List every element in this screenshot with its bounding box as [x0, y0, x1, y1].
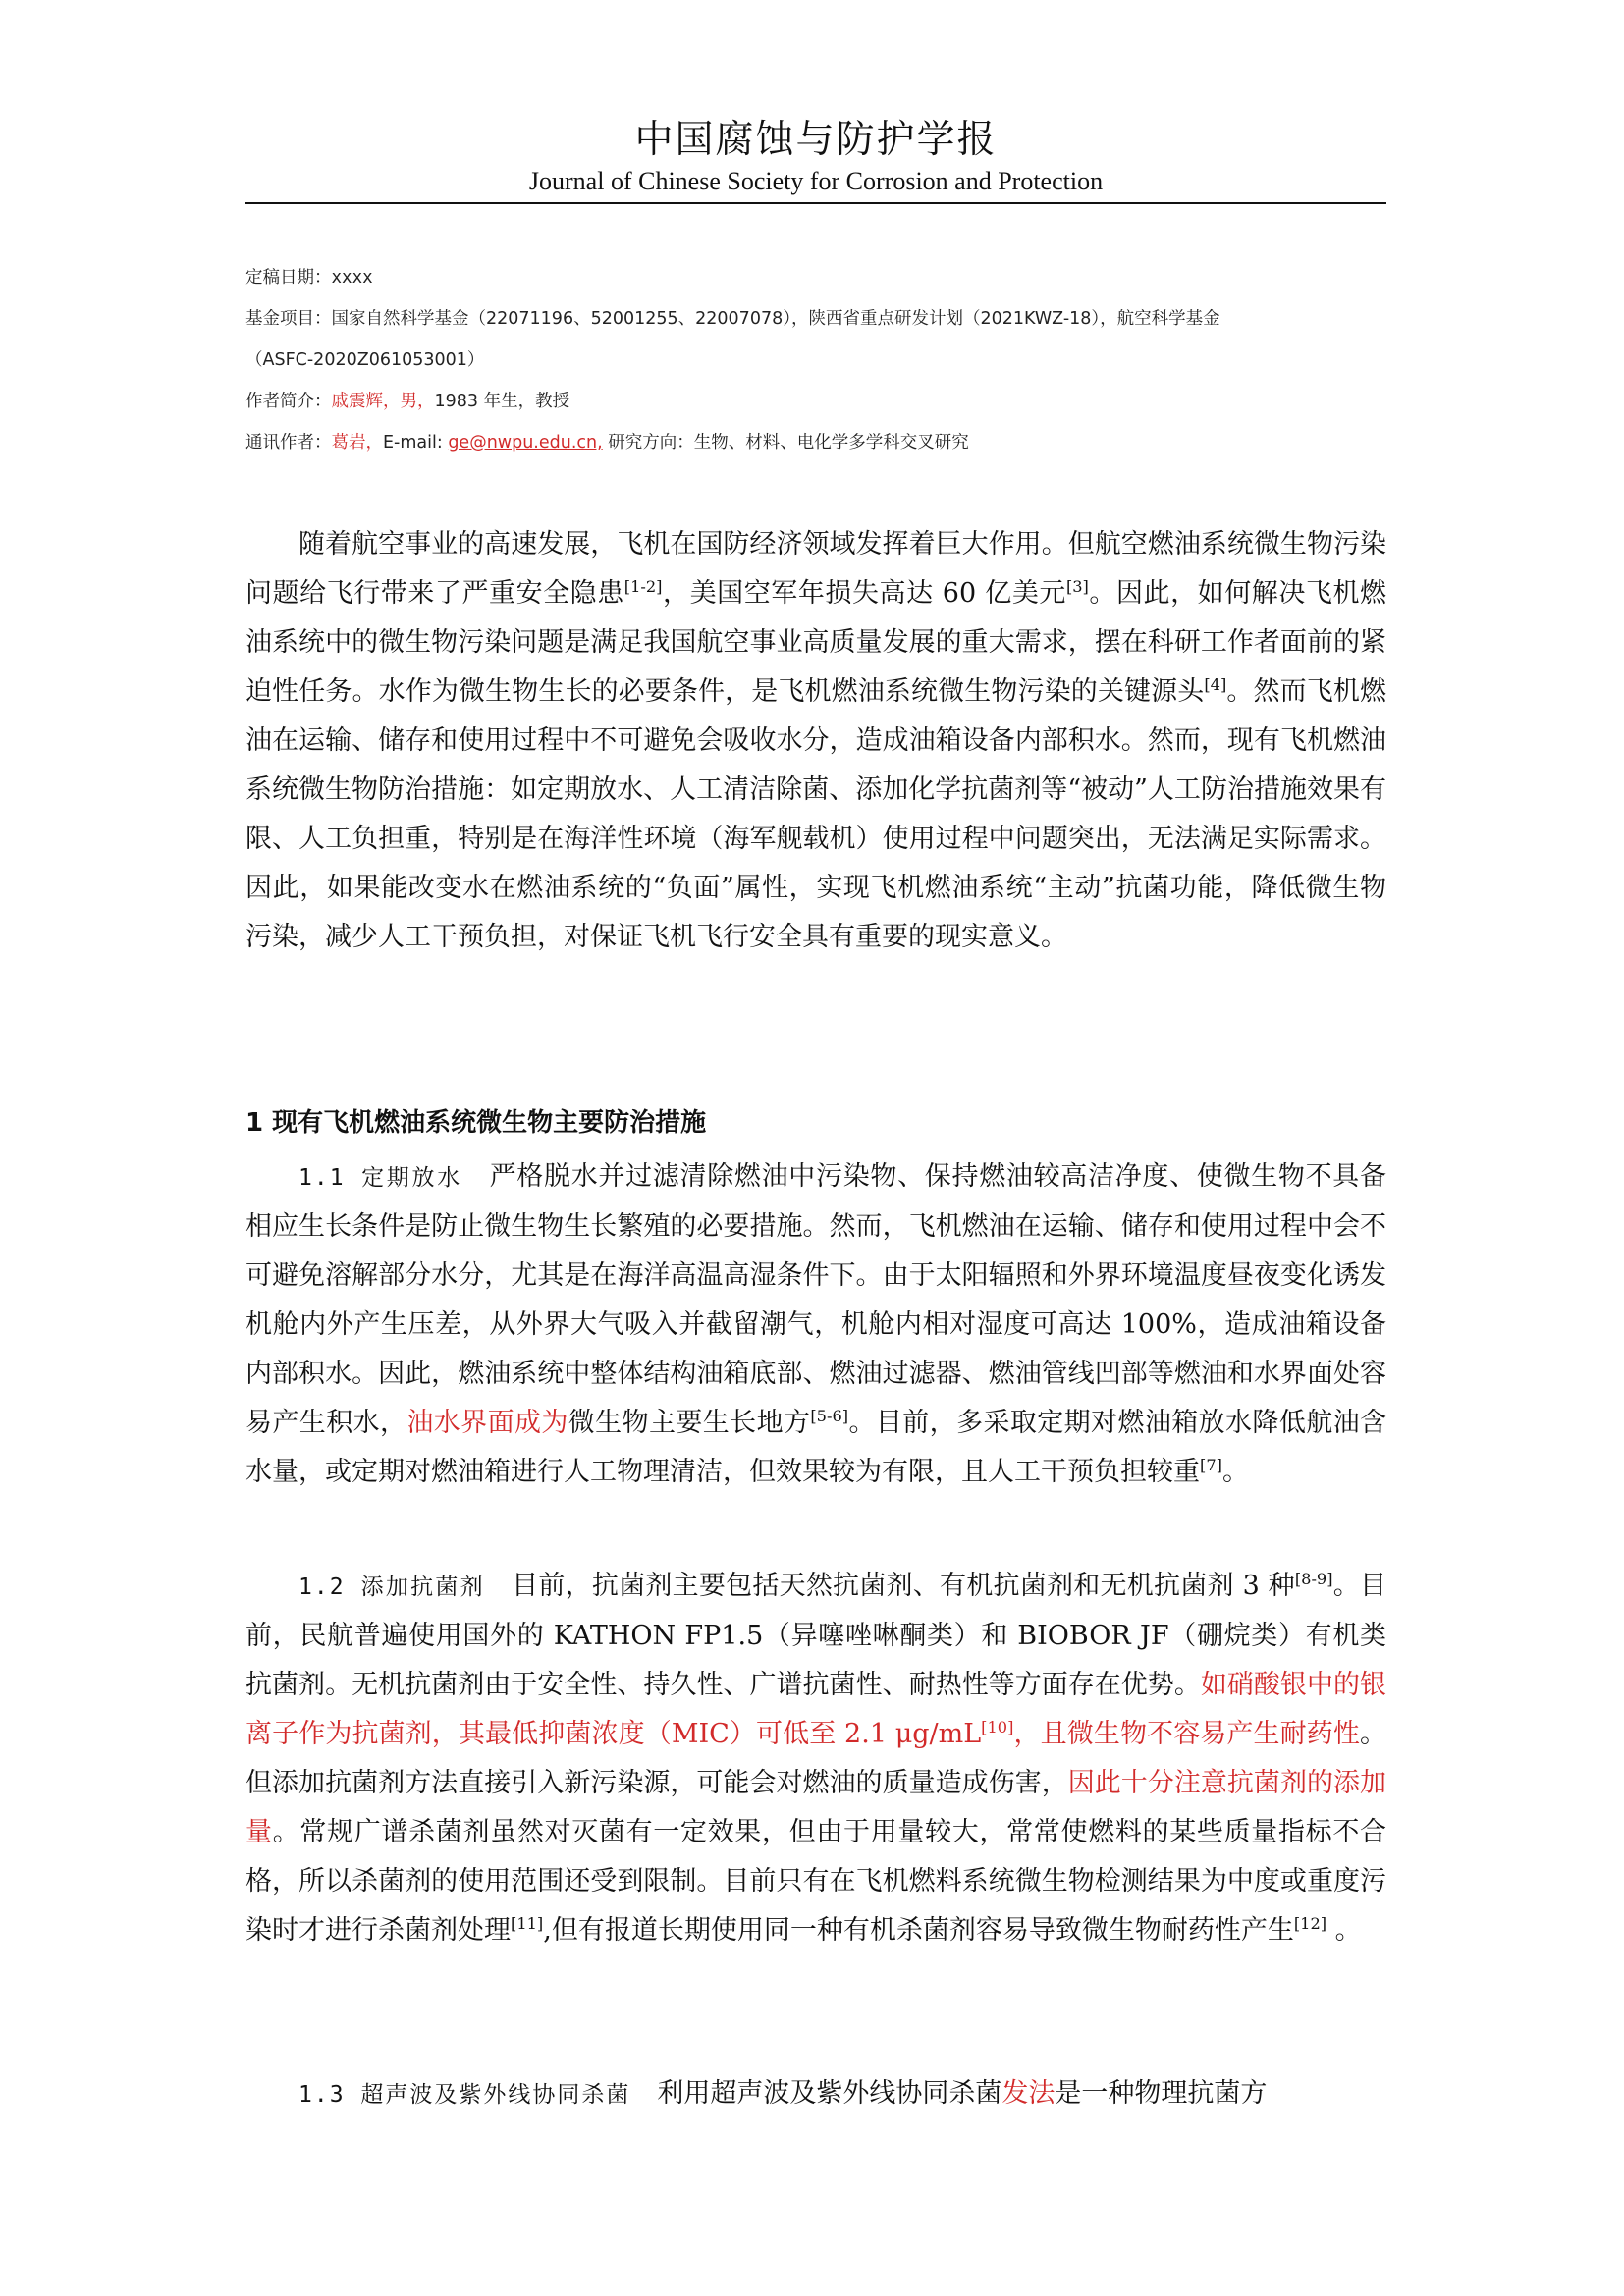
subsection-label: 1.3 超声波及紫外线协同杀菌	[298, 2082, 631, 2108]
header-divider	[245, 202, 1386, 204]
author-label: 作者简介：	[245, 392, 332, 411]
subsection-1-3: 1.3 超声波及紫外线协同杀菌 利用超声波及紫外线协同杀菌发法是一种物理抗菌方	[298, 2078, 1268, 2109]
received-date-label: 定稿日期：	[245, 268, 332, 288]
citation[interactable]: [3]	[1065, 577, 1089, 596]
corresponding-author-line	[245, 422, 1386, 463]
citation[interactable]: [4]	[1204, 675, 1227, 694]
received-date-value: xxxx	[331, 268, 373, 288]
section-heading: 1 现有飞机燃油系统微生物主要防治措施	[245, 1108, 707, 1138]
highlight-text: ，且微生物不容易产生耐药性	[1013, 1719, 1360, 1749]
citation[interactable]: [1-2]	[623, 577, 663, 596]
citation[interactable]: [5-6]	[810, 1407, 849, 1425]
fund-text-continued: （ASFC-2020Z061053001）	[245, 350, 485, 370]
citation[interactable]: [10]	[981, 1718, 1014, 1736]
journal-header	[245, 116, 1386, 198]
fund-text: 国家自然科学基金（22071196、52001255、22007078），陕西省重点研发计划（2021KWZ-18），航空科学基金	[331, 309, 1220, 329]
fund-line-continued	[245, 340, 1386, 381]
journal-title-cn: 中国腐蚀与防护学报	[634, 118, 998, 162]
highlight-text: 发法	[1001, 2078, 1056, 2109]
fund-label: 基金项目：	[245, 309, 332, 329]
journal-title-en: Journal of Chinese Society for Corrosion and Protection	[528, 167, 1104, 195]
corresponding-name: 葛岩，	[331, 433, 383, 453]
subsection-1-1: 1.1 定期放水 严格脱水并过滤清除燃油中污染物、保持燃油较高洁净度、使微生物不具备相应生长条件是防止微生物生长繁殖的必要措施。然而，飞机燃油在运输、储存和使用过程中会不可避免溶解部分水分，尤其是在海洋高温高湿条件下。由于太阳辐照和外界环境温度昼夜变化诱发机舱内外产生压差，从外界大气吸入并截留潮气，机舱内相对湿度可高达 100%，造成油箱设备内部积水。因此，燃油系统中整体结构油箱底部、燃油过滤器、燃油管线凹部等燃油和水界面处容易产生积水，油水界面成为微生物主要生长地方[5-6]。目前，多采取定期对燃油箱放水降低航油含水量，或定期对燃油箱进行人工物理清洁，但效果较为有限，且人工干预负担较重[7]。	[245, 1161, 1387, 1487]
author-name: 戚震辉，男，	[331, 392, 435, 411]
subsection-label: 1.1 定期放水	[298, 1165, 462, 1191]
email-link[interactable]: ge@nwpu.edu.cn,	[448, 433, 603, 453]
citation[interactable]: [7]	[1200, 1456, 1222, 1474]
citation[interactable]: [11]	[511, 1914, 544, 1933]
received-date-line	[245, 257, 1386, 298]
subsection-label: 1.2 添加抗菌剂	[298, 1575, 485, 1600]
citation[interactable]: [8-9]	[1294, 1570, 1333, 1588]
subsection-1-2: 1.2 添加抗菌剂 目前，抗菌剂主要包括天然抗菌剂、有机抗菌剂和无机抗菌剂 3 种[8-9]。目前，民航普遍使用国外的 KATHON FP1.5（异噻唑啉酮类）和 BIOBOR JF（硼烷类）有机类抗菌剂。无机抗菌剂由于安全性、持久性、广谱抗菌性、耐热性等方面存在优势。如硝酸银中的银离子作为抗菌剂，其最低抑菌浓度（MIC）可低至 2.1 μg/mL[10]，且微生物不容易产生耐药性。但添加抗菌剂方法直接引入新污染源，可能会对燃油的质量造成伤害，因此十分注意抗菌剂的添加量。常规广谱杀菌剂虽然对灭菌有一定效果，但由于用量较大，常常使燃料的某些质量指标不合格，所以杀菌剂的使用范围还受到限制。目前只有在飞机燃料系统微生物检测结果为中度或重度污染时才进行杀菌剂处理[11],但有报道长期使用同一种有机杀菌剂容易导致微生物耐药性产生[12] 。	[245, 1570, 1387, 1946]
author-line	[245, 381, 1386, 422]
highlight-text: 油水界面成为	[406, 1408, 568, 1438]
article-metadata	[245, 257, 1386, 463]
highlight-text: 因此十分注意抗菌剂的添加量	[245, 1768, 1387, 1847]
fund-line	[245, 298, 1386, 340]
intro-paragraph: 随着航空事业的高速发展，飞机在国防经济领域发挥着巨大作用。但航空燃油系统微生物污染问题给飞行带来了严重安全隐患[1-2]，美国空军年损失高达 60 亿美元[3]。因此，如何解决飞机燃油系统中的微生物污染问题是满足我国航空事业高质量发展的重大需求，摆在科研工作者面前的紧迫性任务。水作为微生物生长的必要条件，是飞机燃油系统微生物污染的关键源头[4]。然而飞机燃油在运输、储存和使用过程中不可避免会吸收水分，造成油箱设备内部积水。然而，现有飞机燃油系统微生物防治措施：如定期放水、人工清洁除菌、添加化学抗菌剂等“被动”人工防治措施效果有限、人工负担重，特别是在海洋性环境（海军舰载机）使用过程中问题突出，无法满足实际需求。因此，如果能改变水在燃油系统的“负面”属性，实现飞机燃油系统“主动”抗菌功能，降低微生物污染，减少人工干预负担，对保证飞机飞行安全具有重要的现实意义。	[245, 529, 1387, 952]
email-label: E-mail:	[383, 433, 449, 453]
citation[interactable]: [12]	[1293, 1914, 1327, 1933]
research-direction: 研究方向：生物、材料、电化学多学科交叉研究	[602, 433, 969, 453]
highlight-text: 如硝酸银中的银离子作为抗菌剂，其最低抑菌浓度（MIC）可低至 2.1 μg/mL	[245, 1670, 1387, 1749]
corresponding-label: 通讯作者：	[245, 433, 332, 453]
author-info: 1983 年生，教授	[434, 392, 570, 411]
